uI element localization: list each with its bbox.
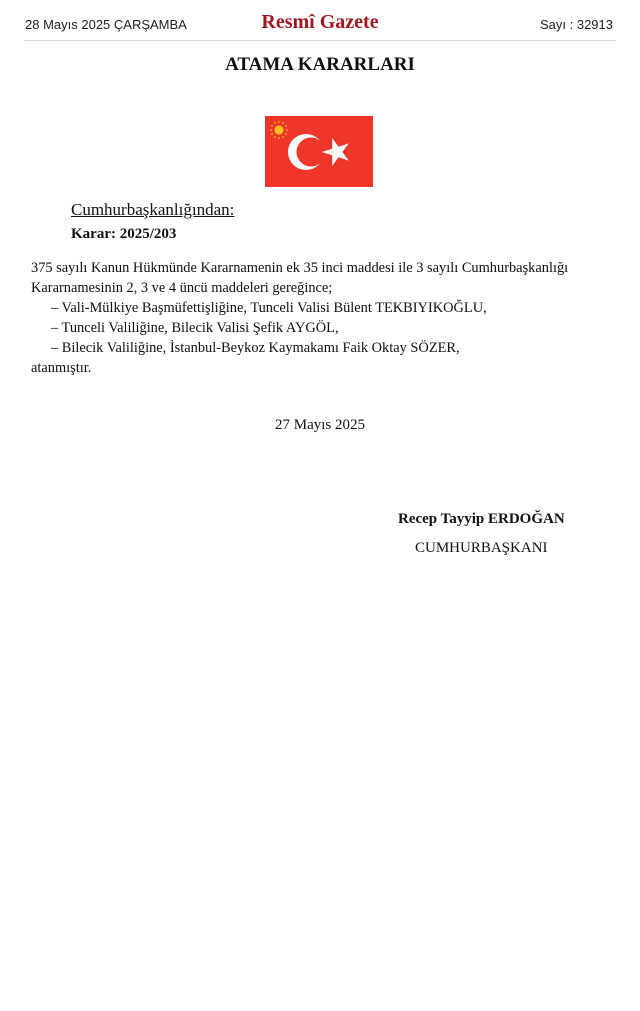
turkish-presidential-flag-icon	[265, 116, 373, 187]
gazette-title: Resmî Gazete	[261, 11, 379, 33]
decision-body	[31, 258, 616, 378]
page-title: ATAMA KARARLARI	[225, 54, 415, 75]
issue-date: 28 Mayıs 2025 ÇARŞAMBA	[25, 17, 187, 32]
closing-text: atanmıştır.	[31, 360, 92, 376]
appointment-item: – Vali-Mülkiye Başmüfettişliğine, Tunceli Valisi Bülent TEKBIYIKOĞLU,	[51, 300, 487, 316]
decision-date: 27 Mayıs 2025	[275, 417, 365, 433]
issue-number: Sayı : 32913	[540, 17, 613, 32]
appointment-item: – Tunceli Valiliğine, Bilecik Valisi Şefik AYGÖL,	[51, 320, 339, 336]
gazette-header	[0, 0, 640, 42]
header-divider	[24, 40, 616, 41]
signer-title: CUMHURBAŞKANI	[415, 540, 548, 556]
decision-number: Karar: 2025/203	[71, 226, 177, 242]
signer-name: Recep Tayyip ERDOĞAN	[398, 511, 565, 527]
issuing-authority: Cumhurbaşkanlığından:	[71, 200, 235, 219]
intro-line: Kararnamesinin 2, 3 ve 4 üncü maddeleri gereğince;	[31, 280, 333, 296]
intro-line: 375 sayılı Kanun Hükmünde Kararnamenin ek 35 inci maddesi ile 3 sayılı Cumhurbaşkanlığı	[31, 260, 569, 276]
appointment-item: – Bilecik Valiliğine, İstanbul-Beykoz Kaymakamı Faik Oktay SÖZER,	[51, 340, 460, 356]
